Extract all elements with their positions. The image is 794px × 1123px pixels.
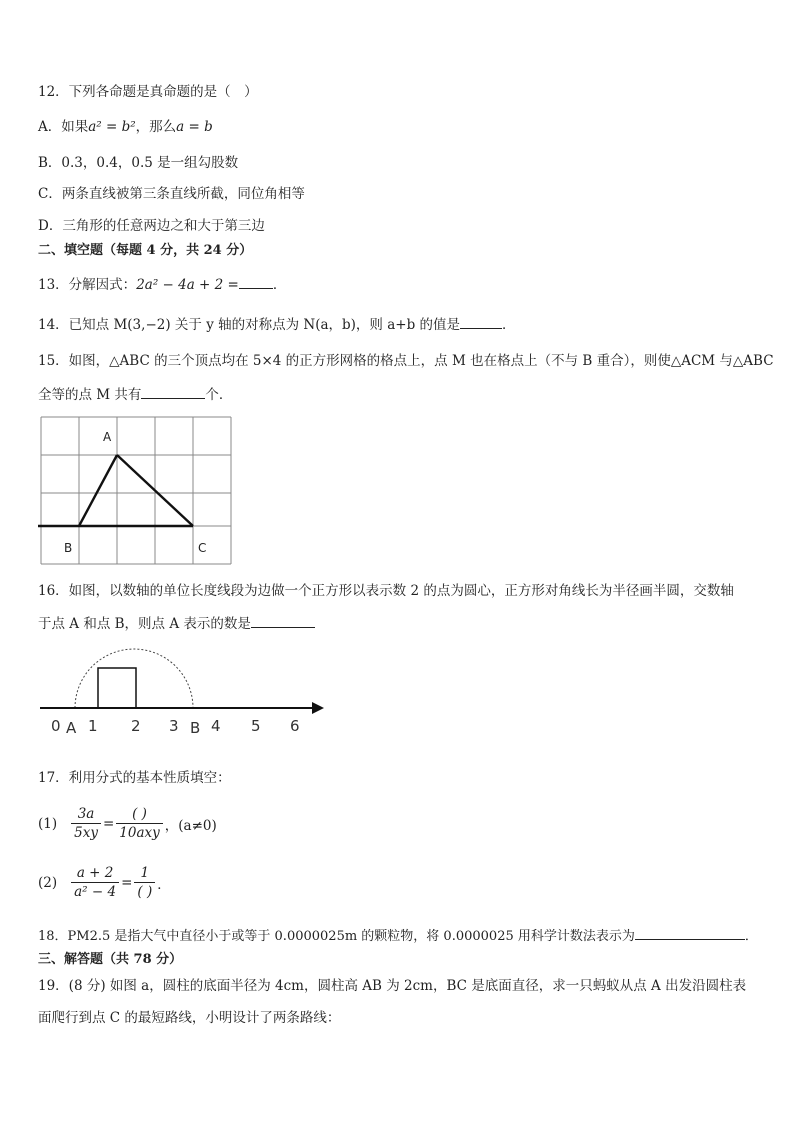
q12-option-c: C．两条直线被第三条直线所截，同位角相等 (38, 186, 305, 202)
q17-part2-end: ． (157, 876, 171, 893)
q17-part2-left-fraction (71, 864, 119, 901)
q18 (38, 925, 758, 947)
q17-stem: 17．利用分式的基本性质填空： (38, 770, 231, 786)
q14-text: 14．已知点 M(3,−2) 关于 y 轴的对称点为 N(a，b)，则 a+b 的值是 (38, 317, 461, 333)
q13-prefix: 13．分解因式： (38, 277, 137, 293)
q17-part2 (38, 864, 171, 901)
q16-line2 (38, 613, 315, 634)
q16-line2-text: 于点 A 和点 B，则点 A 表示的数是 (38, 616, 251, 632)
q17-part2-right-fraction[interactable] (134, 864, 155, 901)
q13-end: ． (272, 277, 287, 293)
q16-axis-labels (51, 717, 300, 737)
q12-option-d: D．三角形的任意两边之和大于第三边 (38, 218, 265, 234)
q17-part2-equals: = (121, 874, 133, 891)
q16-label-5: 5 (251, 717, 261, 735)
q12-option-a-mid: ，那么 (135, 119, 177, 135)
q17-part2-numerator: a + 2 (71, 864, 119, 883)
q17-part1-right-numerator[interactable]: ( ) (116, 805, 162, 824)
q17-part2-denominator: a² − 4 (74, 884, 117, 900)
q12-option-a-prefix: A．如果 (38, 119, 89, 135)
q15-line2-prefix: 全等的点 M 共有 (38, 387, 142, 403)
q16-square (98, 668, 136, 708)
q17-part2-right-numerator: 1 (134, 864, 155, 883)
q12-stem: 12．下列各命题是真命题的是（ ） (38, 84, 258, 100)
q15-label-c: C (198, 541, 207, 555)
q15-answer-blank[interactable] (141, 384, 205, 399)
section-2-heading: 二、填空题（每题 4 分，共 24 分） (38, 243, 253, 258)
q15-line2-suffix: 个． (205, 387, 233, 403)
q16-label-1: 1 (88, 717, 98, 735)
q17-part1-left-fraction (71, 805, 101, 842)
q16-label-6: 6 (290, 717, 300, 735)
q15-label-a: A (103, 430, 112, 444)
q17-part1-equals: = (102, 815, 115, 832)
q13-expression: 2a² − 4a + 2 = (136, 277, 239, 293)
q16-number-line-figure (40, 640, 340, 740)
q16-answer-blank[interactable] (251, 613, 315, 628)
q17-part1-right-fraction[interactable] (116, 805, 162, 842)
q17-part2-label: (2) (38, 874, 58, 891)
q19-line1: 19．(8 分) 如图 a，圆柱的底面半径为 4cm，圆柱高 AB 为 2cm，BC 是底面直径，求一只蚂蚁从点 A 出发沿圆柱表 (38, 978, 747, 994)
q12-option-b: B．0.3，0.4，0.5 是一组勾股数 (38, 155, 239, 171)
q16-label-3: 3 (169, 717, 179, 735)
q14 (38, 314, 516, 335)
q12-option-a-expr: a² = b² (88, 119, 136, 135)
q17-part1 (38, 805, 217, 842)
q13-answer-blank[interactable] (239, 274, 273, 289)
q17-part2-right-denominator[interactable]: ( ) (137, 884, 153, 900)
q15-label-b: B (64, 541, 73, 555)
q16-label-0: 0 (51, 717, 61, 735)
q14-end: ． (502, 317, 516, 333)
q15-line2 (38, 384, 232, 405)
q14-answer-blank[interactable] (460, 314, 502, 329)
q15-line1: 15．如图，△ABC 的三个顶点均在 5×4 的正方形网格的格点上，点 M 也在格点上（不与 B 重合），则使△ACM 与△ABC (38, 353, 774, 369)
q16-semicircle (75, 649, 193, 708)
q15-triangle-abc (38, 455, 193, 526)
q18-text: 18．PM2.5 是指大气中直径小于或等于 0.0000025m 的颗粒物，将 0.0000025 用科学计数法表示为 (38, 929, 635, 944)
section-3-heading: 三、解答题（共 78 分） (38, 952, 183, 967)
q17-part1-denominator: 5xy (74, 825, 98, 841)
q17-part1-condition: ，(a≠0) (164, 817, 217, 834)
q16-label-2: 2 (131, 717, 141, 735)
q19-line2: 面爬行到点 C 的最短路线，小明设计了两条路线： (38, 1010, 341, 1026)
q17-part1-numerator: 3a (71, 805, 101, 824)
q16-axis-arrow (312, 702, 324, 714)
q18-answer-blank[interactable] (635, 925, 745, 940)
q16-line1: 16．如图，以数轴的单位长度线段为边做一个正方形以表示数 2 的点为圆心，正方形对角线长为半径画半圆，交数轴 (38, 583, 734, 599)
q13 (38, 274, 286, 295)
q12-option-a-result: a = b (176, 119, 213, 135)
q17-part1-label: (1) (38, 815, 58, 832)
q16-label-b: B (190, 719, 201, 737)
q15-grid-figure (38, 414, 238, 569)
q16-label-4: 4 (211, 717, 221, 735)
q18-end: ． (744, 929, 758, 944)
q17-part1-right-denominator: 10axy (119, 825, 160, 841)
q16-label-a: A (66, 719, 77, 737)
q12-option-a (38, 117, 213, 137)
